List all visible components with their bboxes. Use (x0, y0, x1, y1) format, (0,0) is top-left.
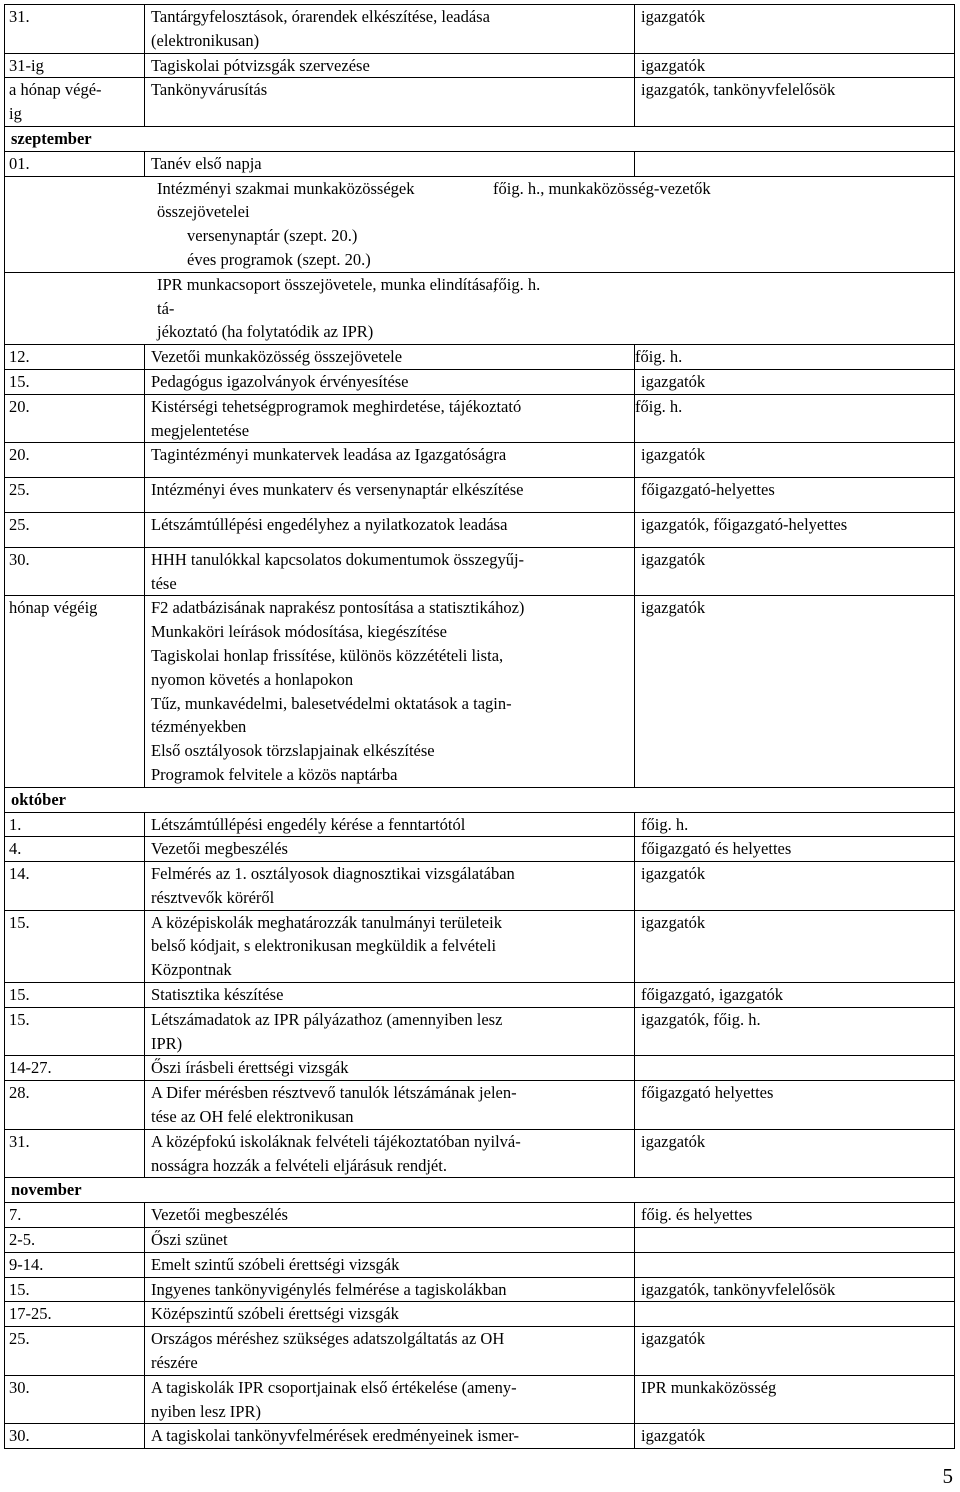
text-line: Létszámtúllépési engedélyhez a nyilatkozatok leadása (151, 514, 508, 534)
text-line: Tagiskolai pótvizsgák szervezése (151, 55, 370, 75)
task-cell (145, 1252, 635, 1277)
table-row (5, 1081, 955, 1130)
table-row (5, 151, 955, 176)
table-row (5, 394, 955, 443)
text-line: Tantárgyfelosztások, órarendek elkészítése, leadása (151, 7, 490, 26)
task-cell (145, 1302, 635, 1327)
merged-cell (5, 176, 955, 272)
responsible-cell: főig. h. (635, 394, 955, 443)
date-cell: 1. (5, 812, 145, 837)
text-line: Vezetői munkaközösség összejövetele (151, 347, 403, 367)
table-row (5, 443, 955, 478)
responsible-cell: főig. és helyettes (635, 1203, 955, 1228)
text-line: Központnak (151, 960, 232, 980)
text-line: részére (151, 1353, 198, 1373)
date-cell: 28. (5, 1081, 145, 1130)
date-cell: 15. (5, 983, 145, 1008)
date-cell: 30. (5, 547, 145, 596)
date-cell: 25. (5, 1327, 145, 1376)
responsible-cell (635, 1056, 955, 1081)
text-line: a hónap végé- (9, 80, 102, 100)
text-line: ig (9, 104, 22, 124)
month-row (5, 787, 955, 812)
month-heading: november (5, 1178, 955, 1203)
merged-content (11, 273, 954, 344)
date-cell: 15. (5, 369, 145, 394)
date-cell: 17-25. (5, 1302, 145, 1327)
table-row (5, 1252, 955, 1277)
text-line: F2 adatbázisának naprakész pontosítása a statisztikához) (151, 598, 525, 618)
text-line: megjelentetése (151, 420, 250, 440)
text-line: Pedagógus igazolványok érvényesítése (151, 371, 409, 391)
text-line: Középszintű szóbeli érettségi vizsgák (151, 1304, 399, 1324)
task-cell (145, 394, 635, 443)
table-row (5, 1277, 955, 1302)
task-cell (145, 443, 635, 478)
text-line: (elektronikusan) (151, 30, 260, 50)
month-row (5, 126, 955, 151)
text-line: Tűz, munkavédelmi, balesetvédelmi oktatások a tagin- (151, 693, 512, 713)
responsible-cell: főig. h. (635, 345, 955, 370)
table-row (5, 176, 955, 272)
text-line: Intézményi szakmai munkaközösségek összejövetelei (157, 178, 415, 222)
text-line: belső kódjait, s elektronikusan megküldik a felvételi (151, 936, 497, 956)
task-cell (145, 53, 635, 78)
responsible-cell: igazgatók, tankönyvfelelősök (635, 78, 955, 127)
date-cell: 31. (5, 5, 145, 54)
task-cell (145, 547, 635, 596)
responsible-cell: igazgatók (635, 1129, 955, 1178)
row-spacer (151, 537, 634, 547)
month-row (5, 1178, 955, 1203)
text-line: Munkaköri leírások módosítása, kiegészítése (151, 622, 448, 642)
task-cell (145, 812, 635, 837)
table-row (5, 369, 955, 394)
task-cell (145, 983, 635, 1008)
responsible-cell: IPR munkaközösség (635, 1375, 955, 1424)
table-row (5, 837, 955, 862)
responsible-cell: igazgatók (635, 369, 955, 394)
table-row (5, 1056, 955, 1081)
table-row (5, 862, 955, 911)
text-line: A tagiskolák IPR csoportjainak első értékelése (ameny- (151, 1377, 517, 1397)
table-row (5, 1129, 955, 1178)
table-row (5, 1375, 955, 1424)
text-line: Programok felvitele a közös naptárba (151, 764, 398, 784)
text-line: Őszi szünet (151, 1230, 228, 1250)
date-cell: 20. (5, 394, 145, 443)
responsible-cell (493, 177, 954, 272)
date-cell: 14. (5, 862, 145, 911)
text-line: HHH tanulókkal kapcsolatos dokumentumok összegyűj- (151, 549, 525, 569)
table-row (5, 478, 955, 513)
text-line: IPR munkacsoport összejövetele, munka elindítása, tá- (157, 274, 498, 318)
date-cell: 20. (5, 443, 145, 478)
date-cell: 31. (5, 1129, 145, 1178)
text-line: éves programok (szept. 20.) (187, 249, 371, 269)
text-line: Kistérségi tehetségprogramok meghirdetése, tájékoztató (151, 396, 522, 416)
responsible-cell: igazgatók, tankönyvfelelősök (635, 1277, 955, 1302)
task-cell (145, 910, 635, 982)
responsible-cell (493, 273, 954, 344)
task-cell (145, 369, 635, 394)
date-cell: 31-ig (5, 53, 145, 78)
text-line: nyomon követés a honlapokon (151, 669, 354, 689)
responsible-cell: főig. h. (635, 812, 955, 837)
responsible-cell: igazgatók, főigazgató-helyettes (635, 512, 955, 547)
month-heading: szeptember (5, 126, 955, 151)
responsible-text: főig. h. (493, 274, 541, 294)
table-row (5, 78, 955, 127)
responsible-cell: igazgatók (635, 1424, 955, 1449)
text-line: nyiben lesz IPR) (151, 1401, 261, 1421)
merged-content (11, 177, 954, 272)
responsible-cell (635, 151, 955, 176)
responsible-cell: főigazgató-helyettes (635, 478, 955, 513)
table-row (5, 983, 955, 1008)
text-line: Tagintézményi munkatervek leadása az Igazgatóságra (151, 445, 507, 465)
text-line: Intézményi éves munkaterv és versenynaptár elkészítése (151, 480, 524, 500)
table-row (5, 812, 955, 837)
month-heading: október (5, 787, 955, 812)
text-line: Statisztika készítése (151, 985, 284, 1005)
text-line: Ingyenes tankönyvigénylés felmérése a tagiskolákban (151, 1279, 507, 1299)
schedule-table (4, 4, 955, 1449)
task-cell (145, 512, 635, 547)
responsible-cell: főigazgató helyettes (635, 1081, 955, 1130)
responsible-cell (635, 1252, 955, 1277)
table-row (5, 5, 955, 54)
row-spacer (151, 467, 634, 477)
table-row (5, 1302, 955, 1327)
table-row (5, 1228, 955, 1253)
task-cell (145, 345, 635, 370)
task-cell (145, 1129, 635, 1178)
table-row (5, 512, 955, 547)
responsible-cell: igazgatók (635, 910, 955, 982)
text-line: Vezetői megbeszélés (151, 1205, 288, 1225)
text-line: Létszámtúllépési engedély kérése a fenntartótól (151, 814, 466, 834)
task-cell (145, 1424, 635, 1449)
text-line: résztvevők köréről (151, 887, 275, 907)
date-cell: 2-5. (5, 1228, 145, 1253)
table-row (5, 1007, 955, 1056)
date-cell: 15. (5, 1277, 145, 1302)
text-line: A középfokú iskoláknak felvételi tájékoztatóban nyilvá- (151, 1131, 521, 1151)
task-cell (145, 1081, 635, 1130)
table-row (5, 547, 955, 596)
task-cell (145, 1228, 635, 1253)
task-cell (145, 1056, 635, 1081)
text-line: nosságra hozzák a felvételi eljárásuk rendjét. (151, 1155, 447, 1175)
task-cell (145, 151, 635, 176)
responsible-cell: igazgatók (635, 53, 955, 78)
table-row (5, 596, 955, 787)
responsible-cell: főigazgató, igazgatók (635, 983, 955, 1008)
responsible-cell: igazgatók (635, 1327, 955, 1376)
task-cell (11, 273, 501, 344)
text-line: Tagiskolai honlap frissítése, különös közzétételi lista, (151, 645, 504, 665)
task-cell (11, 177, 501, 272)
date-cell: 12. (5, 345, 145, 370)
responsible-cell: igazgatók (635, 5, 955, 54)
date-cell: 25. (5, 512, 145, 547)
task-cell (145, 862, 635, 911)
responsible-cell (635, 1302, 955, 1327)
text-line: A tagiskolai tankönyvfelmérések eredményeinek ismer- (151, 1426, 520, 1446)
responsible-cell: igazgatók (635, 443, 955, 478)
text-line: Őszi írásbeli érettségi vizsgák (151, 1058, 349, 1078)
date-cell: 30. (5, 1375, 145, 1424)
date-cell: 15. (5, 1007, 145, 1056)
task-cell (145, 478, 635, 513)
task-cell (145, 1327, 635, 1376)
text-line: jékoztató (ha folytatódik az IPR) (157, 322, 374, 342)
responsible-text: főig. h., munkaközösség-vezetők (493, 178, 711, 198)
responsible-cell: igazgatók (635, 547, 955, 596)
text-line: Tankönyvárusítás (151, 80, 268, 100)
text-line: Első osztályosok törzslapjainak elkészítése (151, 741, 435, 761)
responsible-cell: igazgatók (635, 862, 955, 911)
table-row (5, 1327, 955, 1376)
text-line: A középiskolák meghatározzák tanulmányi területeik (151, 912, 502, 932)
responsible-cell: igazgatók (635, 596, 955, 787)
text-line: tézményekben (151, 717, 247, 737)
schedule-body (5, 5, 955, 1449)
text-line: Emelt szintű szóbeli érettségi vizsgák (151, 1254, 400, 1274)
table-row (5, 345, 955, 370)
merged-cell (5, 272, 955, 344)
date-cell: 25. (5, 478, 145, 513)
responsible-cell: igazgatók, főig. h. (635, 1007, 955, 1056)
text-line: IPR) (151, 1033, 183, 1053)
text-line: Országos méréshez szükséges adatszolgáltatás az OH (151, 1329, 505, 1349)
task-cell (145, 1375, 635, 1424)
task-cell (145, 837, 635, 862)
text-line: Felmérés az 1. osztályosok diagnosztikai vizsgálatában (151, 864, 515, 884)
text-line: Vezetői megbeszélés (151, 839, 288, 859)
page-number: 5 (942, 1464, 953, 1488)
date-cell: 01. (5, 151, 145, 176)
table-row (5, 53, 955, 78)
text-line: Létszámadatok az IPR pályázathoz (amennyiben lesz (151, 1009, 503, 1029)
date-cell: 4. (5, 837, 145, 862)
date-cell (5, 78, 145, 127)
text-line: A Difer mérésben résztvevő tanulók létszámának jelen- (151, 1083, 517, 1103)
text-line: versenynaptár (szept. 20.) (187, 226, 358, 246)
task-cell (145, 78, 635, 127)
text-line: tése az OH felé elektronikusan (151, 1107, 354, 1127)
task-cell (145, 1203, 635, 1228)
table-row (5, 910, 955, 982)
table-row (5, 1424, 955, 1449)
date-cell: 14-27. (5, 1056, 145, 1081)
text-line: Tanév első napja (151, 153, 262, 173)
table-row (5, 1203, 955, 1228)
responsible-cell: főigazgató és helyettes (635, 837, 955, 862)
responsible-cell (635, 1228, 955, 1253)
date-cell: hónap végéig (5, 596, 145, 787)
row-spacer (151, 502, 634, 512)
date-cell: 7. (5, 1203, 145, 1228)
date-cell: 9-14. (5, 1252, 145, 1277)
task-cell (145, 1007, 635, 1056)
date-cell: 30. (5, 1424, 145, 1449)
text-line: tése (151, 573, 177, 593)
table-row (5, 272, 955, 344)
task-cell (145, 1277, 635, 1302)
date-cell: 15. (5, 910, 145, 982)
task-cell (145, 596, 635, 787)
task-cell (145, 5, 635, 54)
